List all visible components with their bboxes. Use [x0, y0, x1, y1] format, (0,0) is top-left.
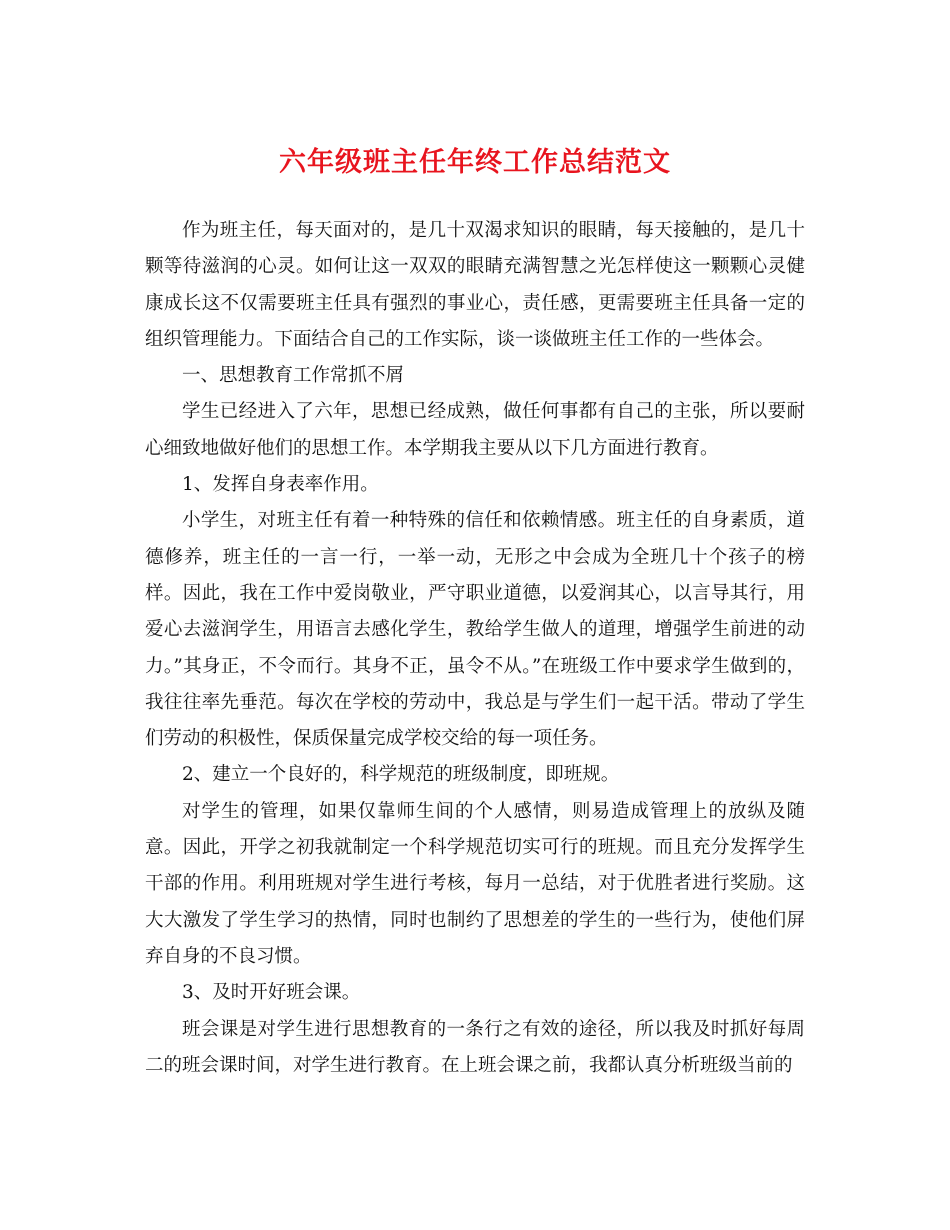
subheading-3: 3、及时开好班会课。	[182, 982, 361, 1004]
subheading-1: 1、发挥自身表率作用。	[182, 474, 379, 496]
paragraph-subsection-1: 小学生，对班主任有着一种特殊的信任和依赖情感。班主任的自身素质，道德修养，班主任的一言一行，一举一动，无形之中会成为全班几十个孩子的榜样。因此，我在工作中爱岗敬业，严守职业道德，以爱润其心，以言导其行，用爱心去滋润学生，用语言去感化学生，教给学生做人的道理，增强学生前进的动力。”其身正，不令而行。其身不正，虽令不从。”在班级工作中要求学生做到的，我往往率先垂范。每次在学校的劳动中，我总是与学生们一起干活。带动了学生们劳动的积极性，保质保量完成学校交给的每一项任务。	[145, 510, 805, 750]
paragraph-section-1: 学生已经进入了六年，思想已经成熟，做任何事都有自己的主张，所以要耐心细致地做好他们的思想工作。本学期我主要从以下几方面进行教育。	[145, 401, 805, 459]
paragraph-intro: 作为班主任，每天面对的，是几十双渴求知识的眼睛，每天接触的，是几十颗等待滋润的心灵。如何让这一双双的眼睛充满智慧之光怎样使这一颗颗心灵健康成长这不仅需要班主任具有强烈的事业心，责任感，更需要班主任具备一定的组织管理能力。下面结合自己的工作实际，谈一谈做班主任工作的一些体会。	[145, 220, 805, 350]
paragraph-subsection-3: 班会课是对学生进行思想教育的一条行之有效的途径，所以我及时抓好每周二的班会课时间，对学生进行教育。在上班会课之前，我都认真分析班级当前的	[145, 1018, 805, 1076]
paragraph-subsection-2: 对学生的管理，如果仅靠师生间的个人感情，则易造成管理上的放纵及随意。因此，开学之初我就制定一个科学规范切实可行的班规。而且充分发挥学生干部的作用。利用班规对学生进行考核，每月一总结，对于优胜者进行奖励。这大大激发了学生学习的热情，同时也制约了思想差的学生的一些行为，使他们屏弃自身的不良习惯。	[145, 800, 805, 967]
section-heading-1: 一、思想教育工作常抓不屑	[182, 365, 405, 387]
document-body	[145, 213, 805, 1084]
document-title: 六年级班主任年终工作总结范文	[279, 147, 671, 178]
subheading-2: 2、建立一个良好的，科学规范的班级制度，即班规。	[182, 764, 620, 786]
